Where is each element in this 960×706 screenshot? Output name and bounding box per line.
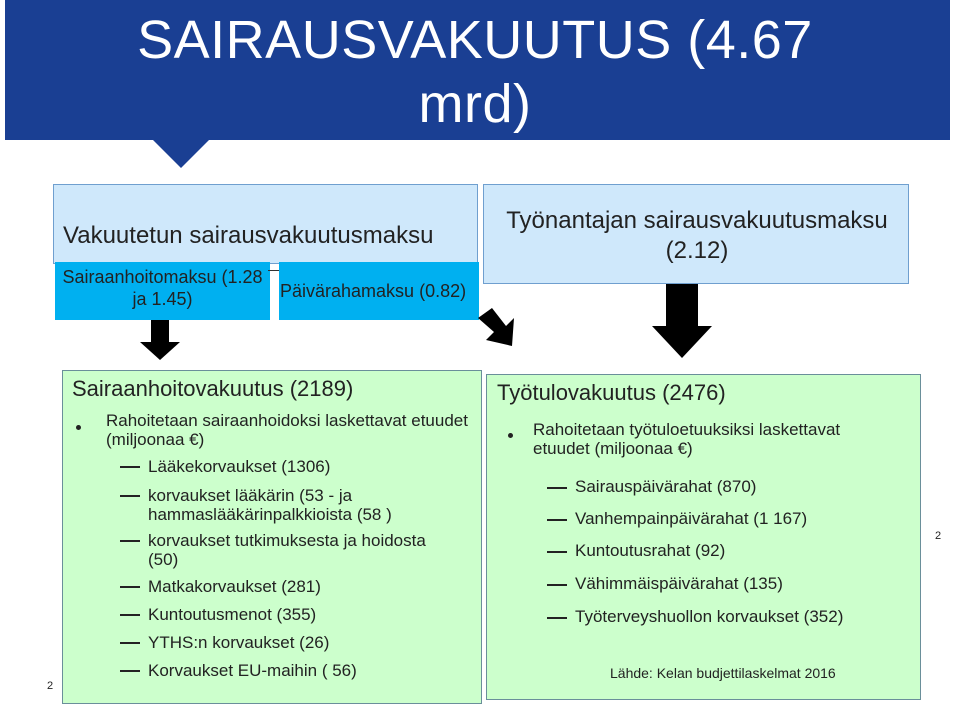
list-item: Kuntoutusmenot (355) [148, 605, 317, 624]
list-item: YTHS:n korvaukset (26) [148, 633, 330, 652]
dash-marker [547, 584, 567, 586]
list-item: Työterveyshuollon korvaukset (352) [575, 607, 844, 626]
earnings-insurance-bullet: Rahoitetaan työtuloetuuksiksi laskettavat etuudet (miljoonaa €) [533, 420, 841, 458]
page-title: SAIRAUSVAKUUTUS (4.67 mrd) [137, 10, 813, 134]
list-item: Lääkekorvaukset (1306) [148, 457, 331, 476]
dash-marker [120, 614, 140, 616]
health-insurance-bullet: Rahoitetaan sairaanhoidoksi laskettavat etuudet (miljoonaa €) [106, 411, 468, 449]
dash-marker [547, 519, 567, 521]
dash-marker [120, 586, 140, 588]
health-insurance-title: Sairaanhoitovakuutus (2189) [72, 376, 354, 401]
daily-allowance-fee-label: Päivärahamaksu (0.82) [280, 281, 467, 301]
dash-marker [120, 495, 140, 497]
insured-fee-label: Vakuutetun sairausvakuutusmaksu [63, 222, 434, 249]
employer-fee-label: Työnantajan sairausvakuutusmaksu (2.12) [506, 207, 888, 264]
list-item: Vähimmäispäivärahat (135) [575, 574, 783, 593]
list-item: Sairauspäivärahat (870) [575, 477, 757, 496]
dash-marker [547, 617, 567, 619]
list-item: Matkakorvaukset (281) [148, 577, 321, 596]
dash-marker [120, 466, 140, 468]
arrow-diagonal-icon [478, 308, 514, 346]
arrow-right-icon [652, 284, 712, 358]
list-item: korvaukset lääkärin (53 - ja hammaslääkärinpalkkioista (58 ) [148, 486, 392, 524]
list-item: Korvaukset EU-maihin ( 56) [148, 661, 357, 680]
list-item: korvaukset tutkimuksesta ja hoidosta (50) [148, 531, 426, 569]
dash-marker [120, 642, 140, 644]
dash-marker [120, 540, 140, 542]
source-note: Lähde: Kelan budjettilaskelmat 2016 [610, 665, 836, 681]
dash-marker [547, 551, 567, 553]
dash-marker [120, 670, 140, 672]
bullet-dot [508, 433, 513, 438]
dash-marker [547, 487, 567, 489]
medical-fee-label: Sairaanhoitomaksu (1.28 ja 1.45) [62, 267, 263, 309]
list-item: Vanhempainpäivärahat (1 167) [575, 509, 808, 528]
earnings-insurance-title: Työtulovakuutus (2476) [497, 380, 726, 405]
bullet-dot [76, 425, 81, 430]
page-number: 2 [47, 680, 54, 692]
list-item: Kuntoutusrahat (92) [575, 541, 726, 560]
arrow-left-icon [140, 320, 180, 360]
page-number: 2 [935, 530, 942, 542]
